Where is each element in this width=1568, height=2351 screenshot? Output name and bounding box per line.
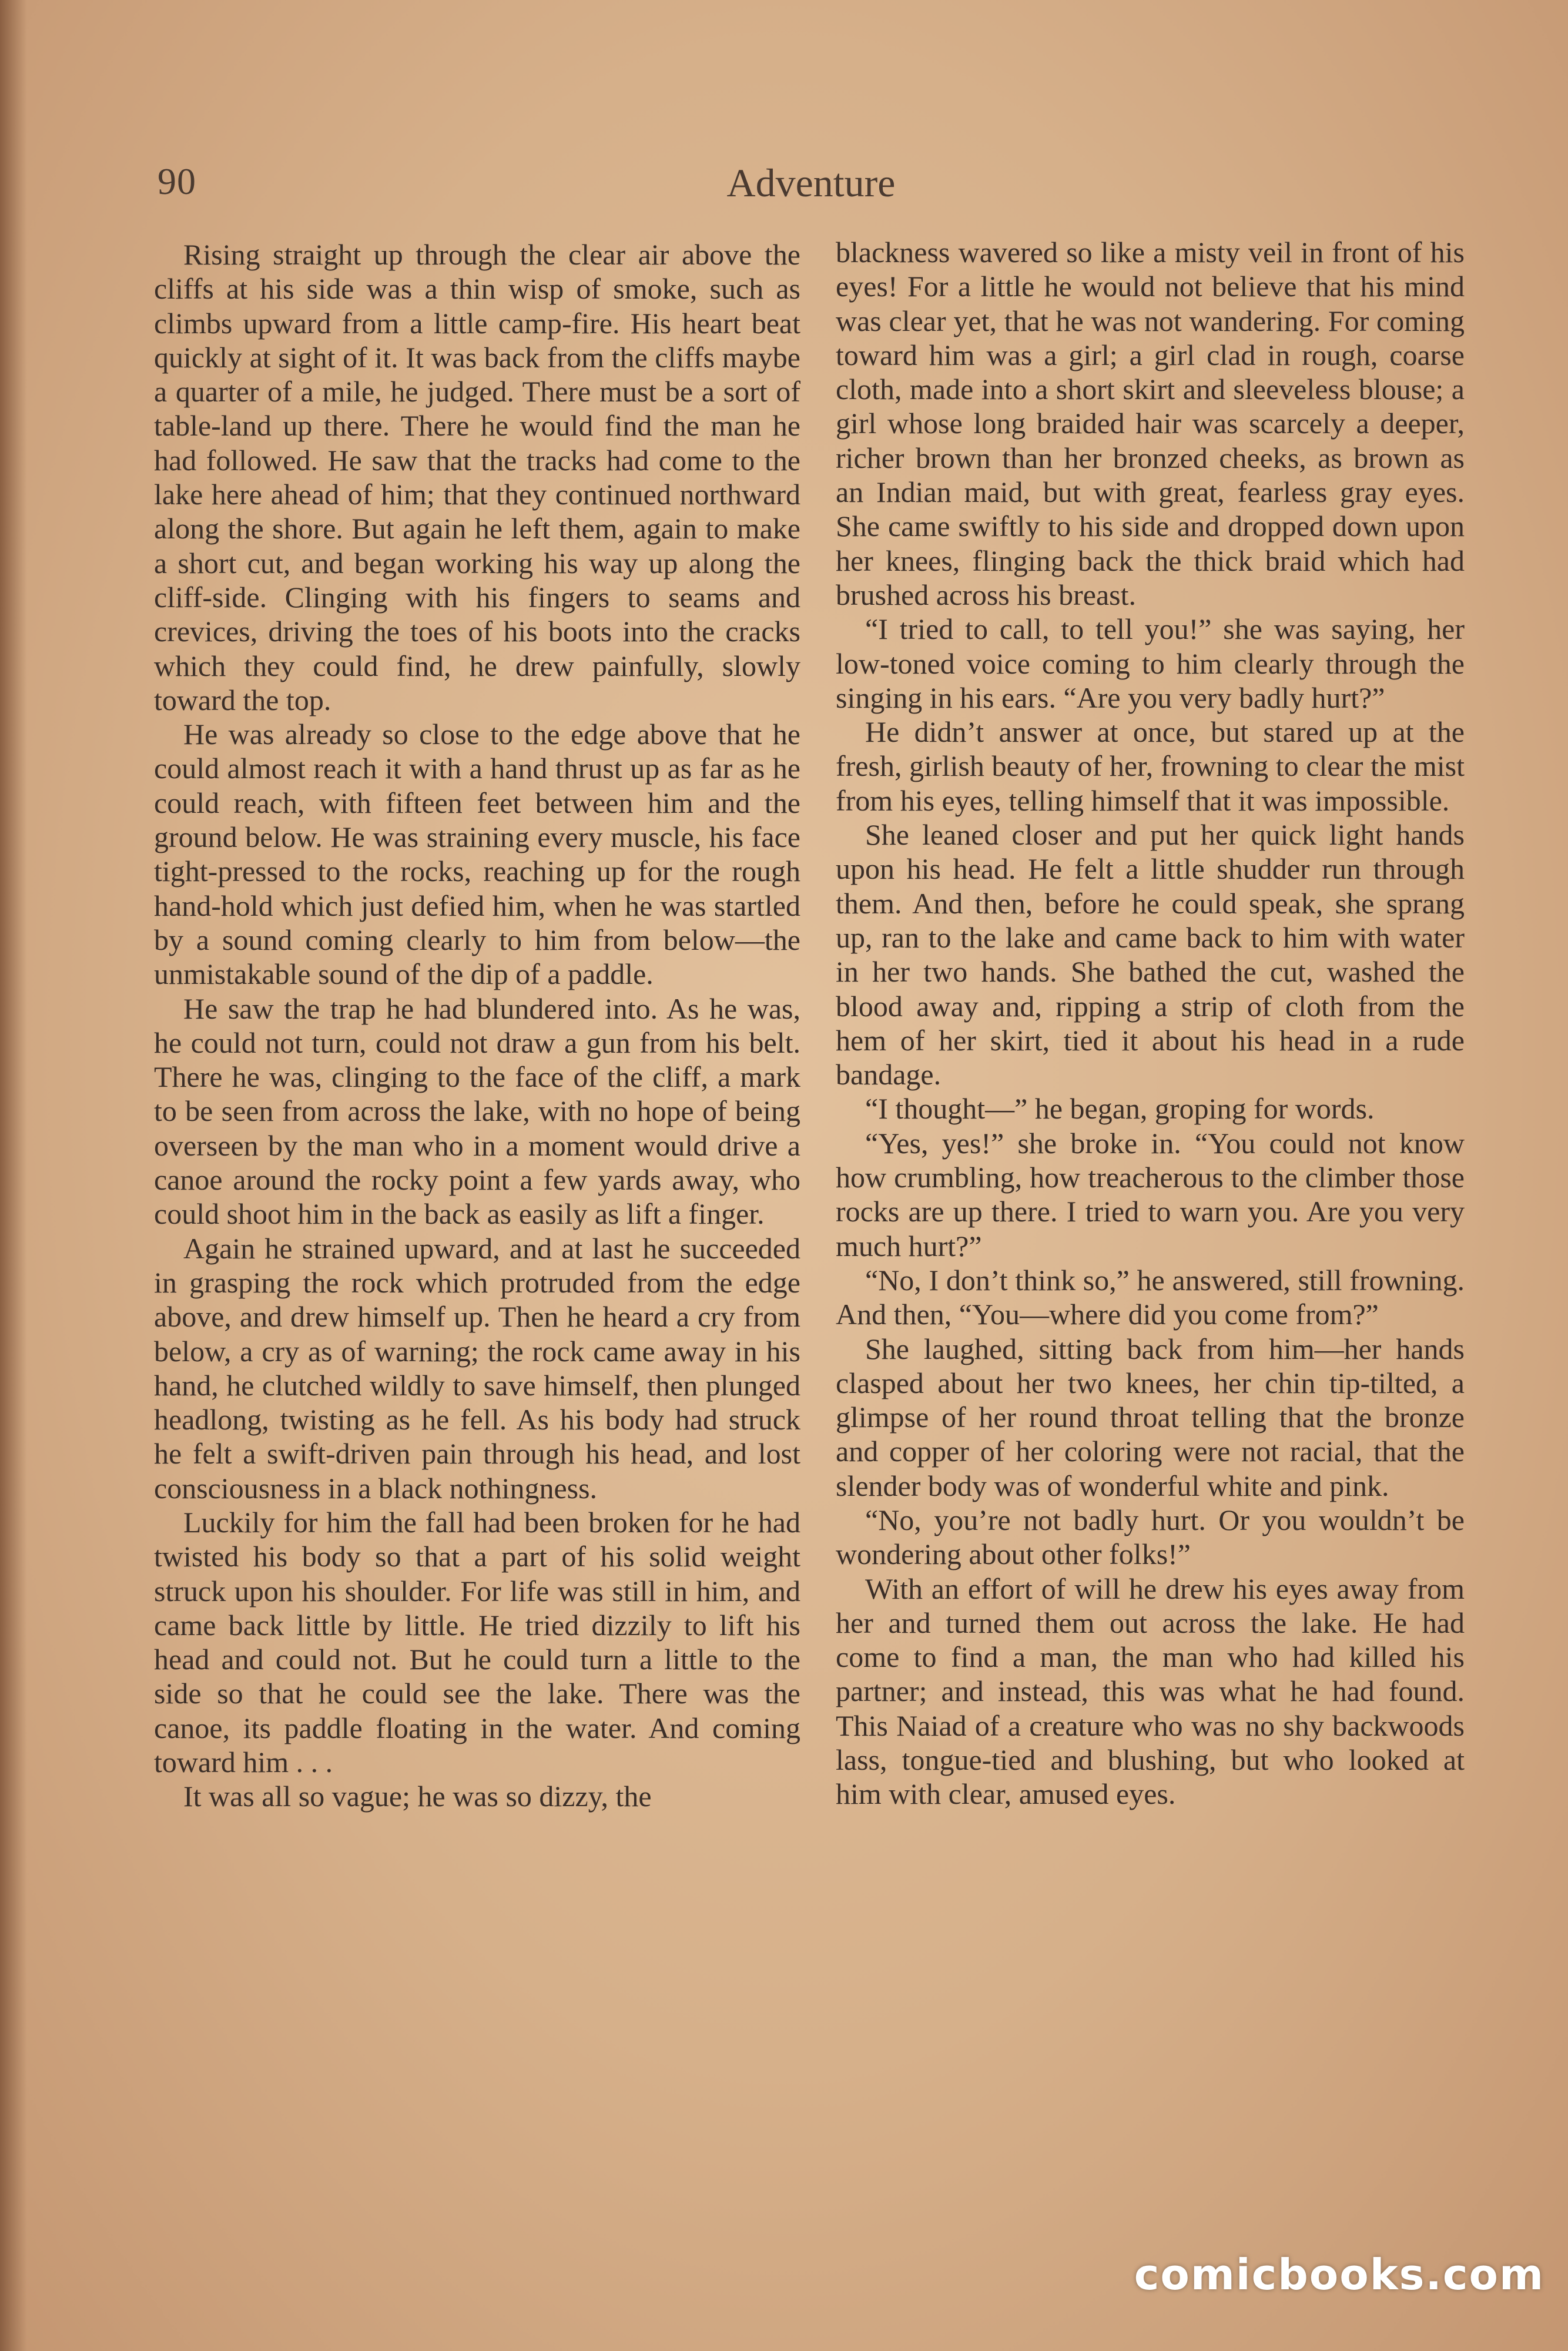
paragraph: He was already so close to the edge above that he could almost reach it with a hand thrust up as far as he could reach, with fifteen feet between him and the ground below. He was straining every muscle, his face tight-pressed to the rocks, reaching up for the rough hand-hold which just defied him, when he was startled by a sound coming clearly to him from below—the unmistakable sound of the dip of a paddle. <box>154 718 800 991</box>
paragraph: Again he strained upward, and at last he succeeded in grasping the rock which protruded from the edge above, and drew himself up. Then he heard a cry from below, a cry as of warning; the rock came away in his hand, he clutched wildly to save himself, then plunged headlong, twisting as he fell. As his body had struck he felt a swift-driven pain through his head, and lost consciousness in a black nothingness. <box>154 1231 800 1505</box>
page-header <box>153 160 1469 213</box>
paragraph: He saw the trap he had blundered into. As he was, he could not turn, could not draw a gun from his belt. There he was, clinging to the face of the cliff, a mark to be seen from across the lake, with no hope of being overseen by the man who in a moment would drive a canoe around the rocky point a few yards away, who could shoot him in the back as easily as lift a finger. <box>154 992 800 1231</box>
paragraph: She laughed, sitting back from him—her hands clasped about her two knees, her chin tip-tilted, a glimpse of her round throat telling that the bronze and copper of her coloring were not racial, that the slender body was of wonderful white and pink. <box>836 1332 1465 1502</box>
page-edge-shadow <box>0 0 27 2351</box>
paragraph: “I thought—” he began, groping for words. <box>865 1092 1375 1126</box>
paragraph: Luckily for him the fall had been broken for he had twisted his body so that a part of his solid weight struck upon his shoulder. For life was still in him, and came back little by little. He tried dizzily to lift his head and could not. But he could turn a little to the side so that he could see the lake. There was the canoe, its paddle floating in the water. And coming toward him . . . <box>154 1505 800 1779</box>
site-watermark: comicbooks.com <box>1134 2250 1544 2299</box>
paragraph: “I tried to call, to tell you!” she was saying, her low-toned voice coming to him clearly through the singing in his ears. “Are you very badly hurt?” <box>836 612 1465 714</box>
paragraph: With an effort of will he drew his eyes away from her and turned them out across the lake. He had come to find a man, the man who had killed his partner; and instead, this was what he had found. This Naiad of a creature who was no shy backwoods lass, tongue-tied and blushing, but who looked at him with clear, amused eyes. <box>836 1572 1465 1811</box>
paragraph: “No, you’re not badly hurt. Or you wouldn’t be wondering about other folks!” <box>836 1503 1465 1571</box>
paragraph: He didn’t answer at once, but stared up at the fresh, girlish beauty of her, frowning to clear the mist from his eyes, telling himself that it was impossible. <box>836 715 1465 817</box>
left-column <box>154 237 800 1814</box>
paragraph-continued: blackness wavered so like a misty veil in front of his eyes! For a little he would not believe that his mind was clear yet, that he was not wandering. For coming toward him was a girl; a girl clad in rough, coarse cloth, made into a short skirt and sleeveless blouse; a girl whose long braided hair was scarcely a deeper, richer brown than her bronzed cheeks, as brown as an Indian maid, but with great, fearless gray eyes. She came swiftly to his side and dropped down upon her knees, flinging back the thick braid which had brushed across his breast. <box>836 236 1465 611</box>
page-number: 90 <box>158 160 196 202</box>
paragraph: “No, I don’t think so,” he answered, still frowning. And then, “You—where did you come from?” <box>836 1263 1465 1331</box>
right-column <box>836 235 1465 1811</box>
paragraph: Rising straight up through the clear air above the cliffs at his side was a thin wisp of smoke, such as climbs upward from a little camp-fire. His heart beat quickly at sight of it. It was back from the cliffs maybe a quarter of a mile, he judged. There must be a sort of table-land up there. There he would find the man he had followed. He saw that the tracks had come to the lake here ahead of him; that they continued northward along the shore. But again he left them, again to make a short cut, and began working his way up along the cliff-side. Clinging with his fingers to seams and crevices, driving the toes of his boots into the cracks which they could find, he drew painfully, slowly toward the top. <box>154 238 800 716</box>
paragraph: She leaned closer and put her quick light hands upon his head. He felt a little shudder run through them. And then, before he could speak, she sprang up, ran to the lake and came back to him with water in her two hands. She bathed the cut, washed the blood away and, ripping a strip of cloth from the hem of her skirt, tied it about his head in a rude bandage. <box>836 818 1465 1091</box>
paragraph: “Yes, yes!” she broke in. “You could not know how crumbling, how treacherous to the climber those rocks are up there. I tried to warn you. Are you very much hurt?” <box>836 1126 1465 1262</box>
paragraph: It was all so vague; he was so dizzy, the <box>183 1780 652 1813</box>
running-title: Adventure <box>726 160 896 205</box>
